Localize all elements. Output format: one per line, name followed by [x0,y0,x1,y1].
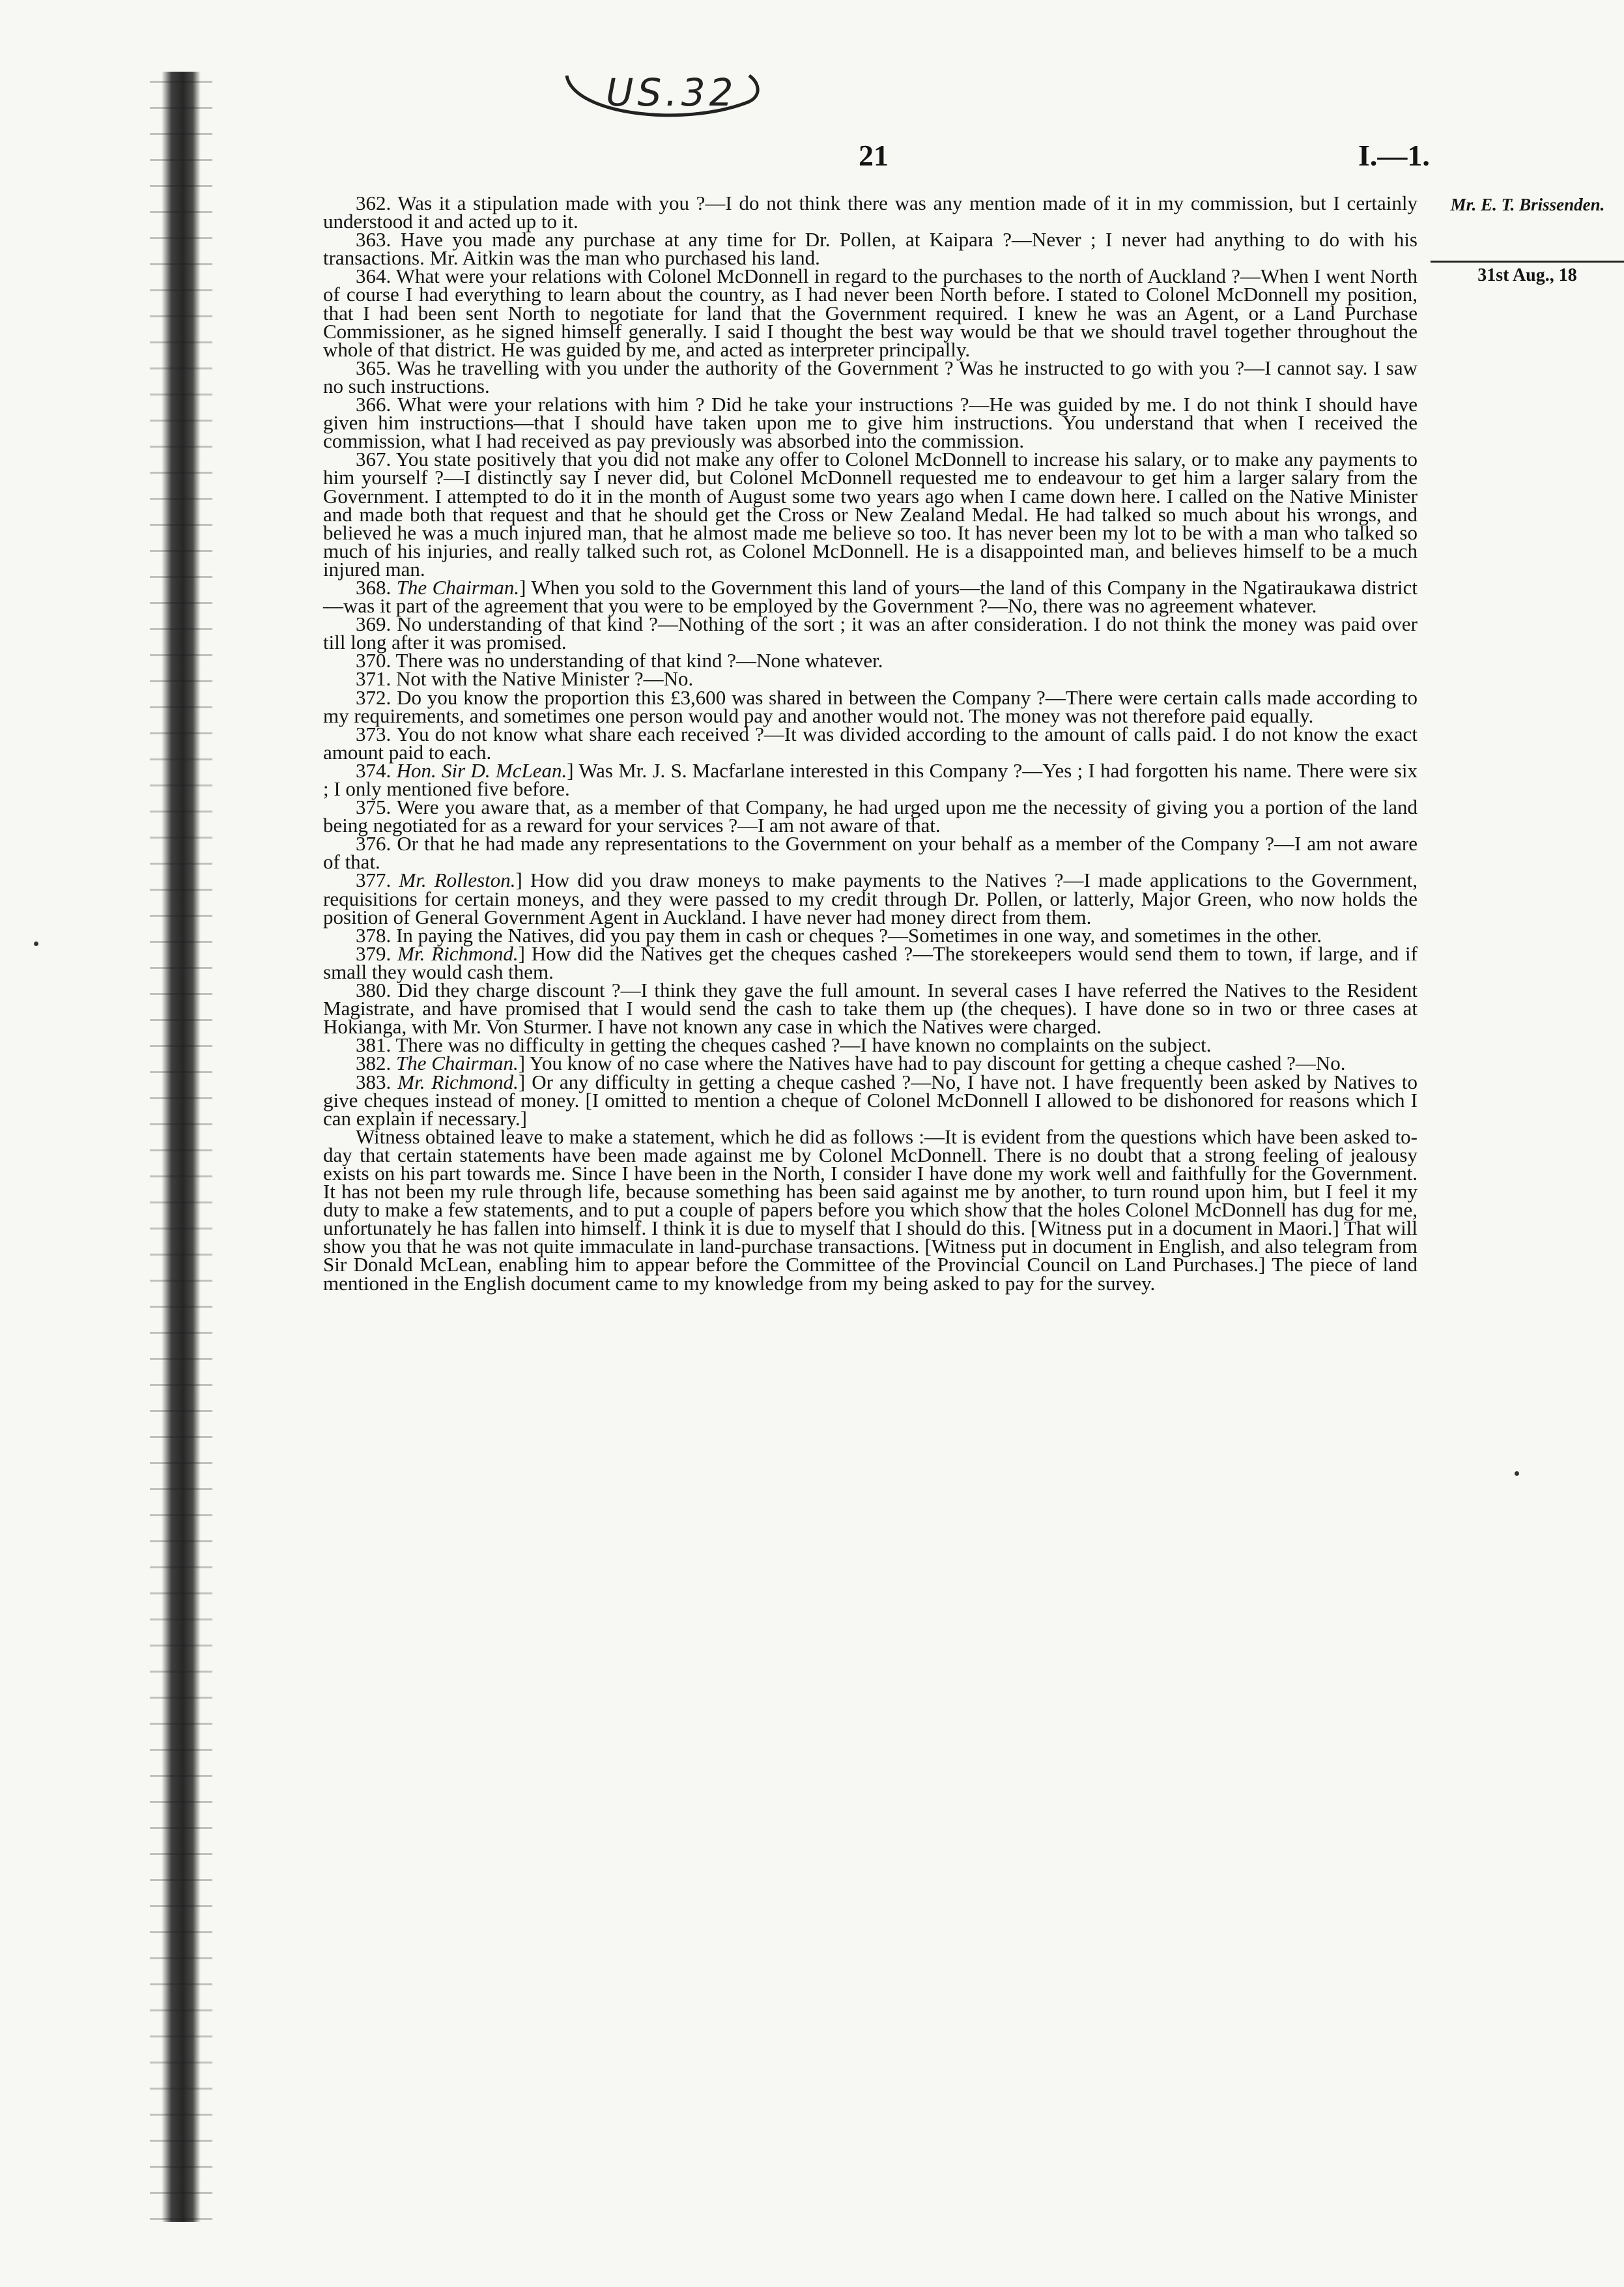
question-paragraph: 378. In paying the Natives, did you pay them in cash or cheques ?—Sometimes in one way, and sometimes in the other. [356,923,1322,947]
scan-speck [1515,1471,1519,1476]
question-paragraph: 364. What were your relations with Colonel McDonnell in regard to the purchases to the north of Auckland ?—When I went North of course I had everything to learn about the country, as I had never been North before. I stated to Colonel McDonnell my position, that I had been sent North to negotiate for land that the Government required. I knew he was an Agent, or a Land Purchase Commissioner, as he signed himself generally. I said I thought the best way would be that we should travel together throughout the whole of that district. He was guided by me, and acted as interpreter principally. [323,265,1417,361]
question-paragraph [323,942,1417,983]
handwritten-text: US.32 [606,70,737,115]
document-reference: I.—1. [1358,139,1430,172]
question-number: 377. [356,869,399,892]
question-paragraph: 367. You state positively that you did not make any offer to Colonel McDonnell to increase his salary, or to make any payments to him yourself ?—I distinctly say I never did, but Colonel McDonnell requested me to endeavour to get him a larger salary from the Government. I attempted to do it in the month of August some two years ago when I came down here. I called on the Native Minister and made both that request and that he should get the Cross or New Zealand Medal. He had talked so much about his wrongs, and believed he was a much injured man, that he almost made me believe so too. It has never been my lot to be with a man who talked so much of his injuries, and really talked such rot, as Colonel McDonnell. He is a disappointed man, and believes himself to be a much injured man. [323,448,1417,581]
question-paragraph: 365. Was he travelling with you under the authority of the Government ? Was he instructed to go with you ?—I cannot say. I saw no such instructions. [323,356,1417,397]
question-paragraph: 372. Do you know the proportion this £3,600 was shared in between the Company ?—There were certain calls made according to my requirements, and sometimes one person would pay and another would not. The money was not therefore paid equally. [323,685,1417,727]
question-paragraph: 381. There was no difficulty in getting the cheques cashed ?—I have known no complaints on the subject. [356,1033,1212,1057]
question-paragraph: 362. Was it a stipulation made with you ?—I do not think there was any mention made of it in my commission, but I certainly understood it and acted up to it. [323,192,1417,233]
paragraph-text: ] Or any difficulty in getting a cheque cashed ?—No, I have not. I have frequently been asked by Natives to give cheques instead of money. [I omitted to mention a cheque of Colonel McDonnell I allowed to be dishonored for reasons which I can explain if necessary.] [323,1070,1418,1130]
margin-witness-name: Mr. E. T. Brissenden. [1450,195,1605,214]
scan-speck [34,942,38,946]
page-number: 21 [859,139,889,172]
question-paragraph [323,1070,1418,1130]
paragraph-text: ] How did you draw moneys to make payments to the Natives ?—I made applications to the Government, requisitions for certain moneys, and they were passed to my credit through Dr. Pollen, or latterly, Major Green, who now holds the position of General Government Agent in Auckland. I have never had money direct from them. [323,869,1418,928]
handwritten-mark [554,56,769,134]
paragraph-text: ] You know of no case where the Natives have had to pay discount for getting a cheque cashed ?—No. [518,1052,1346,1075]
question-paragraph: 373. You do not know what share each received ?—It was divided according to the amount of calls paid. I do not know the exact amount paid to each. [323,722,1417,764]
question-paragraph [323,758,1418,800]
speaker-name: The Chairman. [396,575,520,599]
question-number: 368. [356,575,397,599]
question-paragraph: 366. What were your relations with him ? Did he take your instructions ?—He was guided by me. I do not think I should have given him instructions—that I should have taken upon me to give him instructions. You understand that when I received the commission, what I had received as pay previously was absorbed into the commission. [323,393,1417,453]
speaker-name: Mr. Richmond. [397,942,519,965]
question-paragraph: Witness obtained leave to make a statement, which he did as follows :—It is evident from the questions which have been asked to-day that certain statements have been made against me by Colonel McDonnell. There is no doubt that a strong feeling of jealousy exists on his part towards me. Since I have been in the North, I consider I have done my work well and faithfully for the Government. It has not been my rule through life, because something has been said against me by another, to turn round upon him, but I feel it my duty to make a few statements, and to put a couple of papers before you which show that the holes Colonel McDonnell has dug for me, unfortunately he has fallen into himself. I think it is due to myself that I should do this. [Witness put in a document in Maori.] That will show you that he was not quite immaculate in land-purchase transactions. [Witness put in document in English, and also telegram from Sir Donald McLean, enabling him to appear before the Committee of the Provincial Council on Land Purchases.] The piece of land mentioned in the English document came to my knowledge from my being asked to pay for the survey. [323,1125,1417,1295]
binding-shadow [162,72,201,2222]
paragraph-text: ] Was Mr. J. S. Macfarlane interested in this Company ?—Yes ; I had forgotten his name. There were six ; I only mentioned five before. [323,758,1418,800]
question-paragraph: 380. Did they charge discount ?—I think they gave the full amount. In several cases I have referred the Natives to the Resident Magistrate, and have promised that I would send the cash to take them up (the cheques). I have done so in two or three cases at Hokianga, with Mr. Von Sturmer. I have not known any case in which the Natives were charged. [323,979,1417,1039]
question-paragraph [323,871,1417,926]
paragraph-text: ] How did the Natives get the cheques cashed ?—The storekeepers would send them to town, if large, and if small they would cash them. [323,942,1417,983]
question-paragraph: 376. Or that he had made any representations to the Government on your behalf as a member of the Company ?—I am not aware of that. [323,832,1417,874]
question-paragraph: 370. There was no understanding of that kind ?—None whatever. [356,649,883,672]
speaker-name: Mr. Rolleston. [399,869,516,892]
question-paragraph: 375. Were you aware that, as a member of that Company, he had urged upon me the necessity of giving you a portion of the land being negotiated for as a reward for your services ?—I am not aware of that. [323,796,1417,837]
question-number: 374. [356,758,397,782]
question-paragraph [323,575,1418,618]
question-paragraph: 371. Not with the Native Minister ?—No. [356,667,694,691]
paragraph-text: ] When you sold to the Government this land of yours—the land of this Company in the Ngatiraukawa district—was it part of the agreement that you were to be employed by the Government ?—No, there was no agreement whatever. [323,575,1418,618]
speaker-name: The Chairman. [396,1052,519,1075]
question-paragraph: 363. Have you made any purchase at any time for Dr. Pollen, at Kaipara ?—Never ; I never had anything to do with his transactions. Mr. Aitkin was the man who purchased his land. [323,228,1417,270]
question-paragraph: 369. No understanding of that kind ?—Nothing of the sort ; it was an after consideration. I do not think the money was paid over till long after it was promised. [323,612,1417,654]
speaker-name: Hon. Sir D. McLean. [396,758,567,782]
margin-date: 31st Aug., 18 [1431,261,1624,286]
question-number: 382. [356,1052,396,1075]
body-text [323,194,1417,1293]
speaker-name: Mr. Richmond. [397,1070,519,1093]
question-number: 379. [356,942,398,965]
question-number: 383. [356,1070,398,1093]
